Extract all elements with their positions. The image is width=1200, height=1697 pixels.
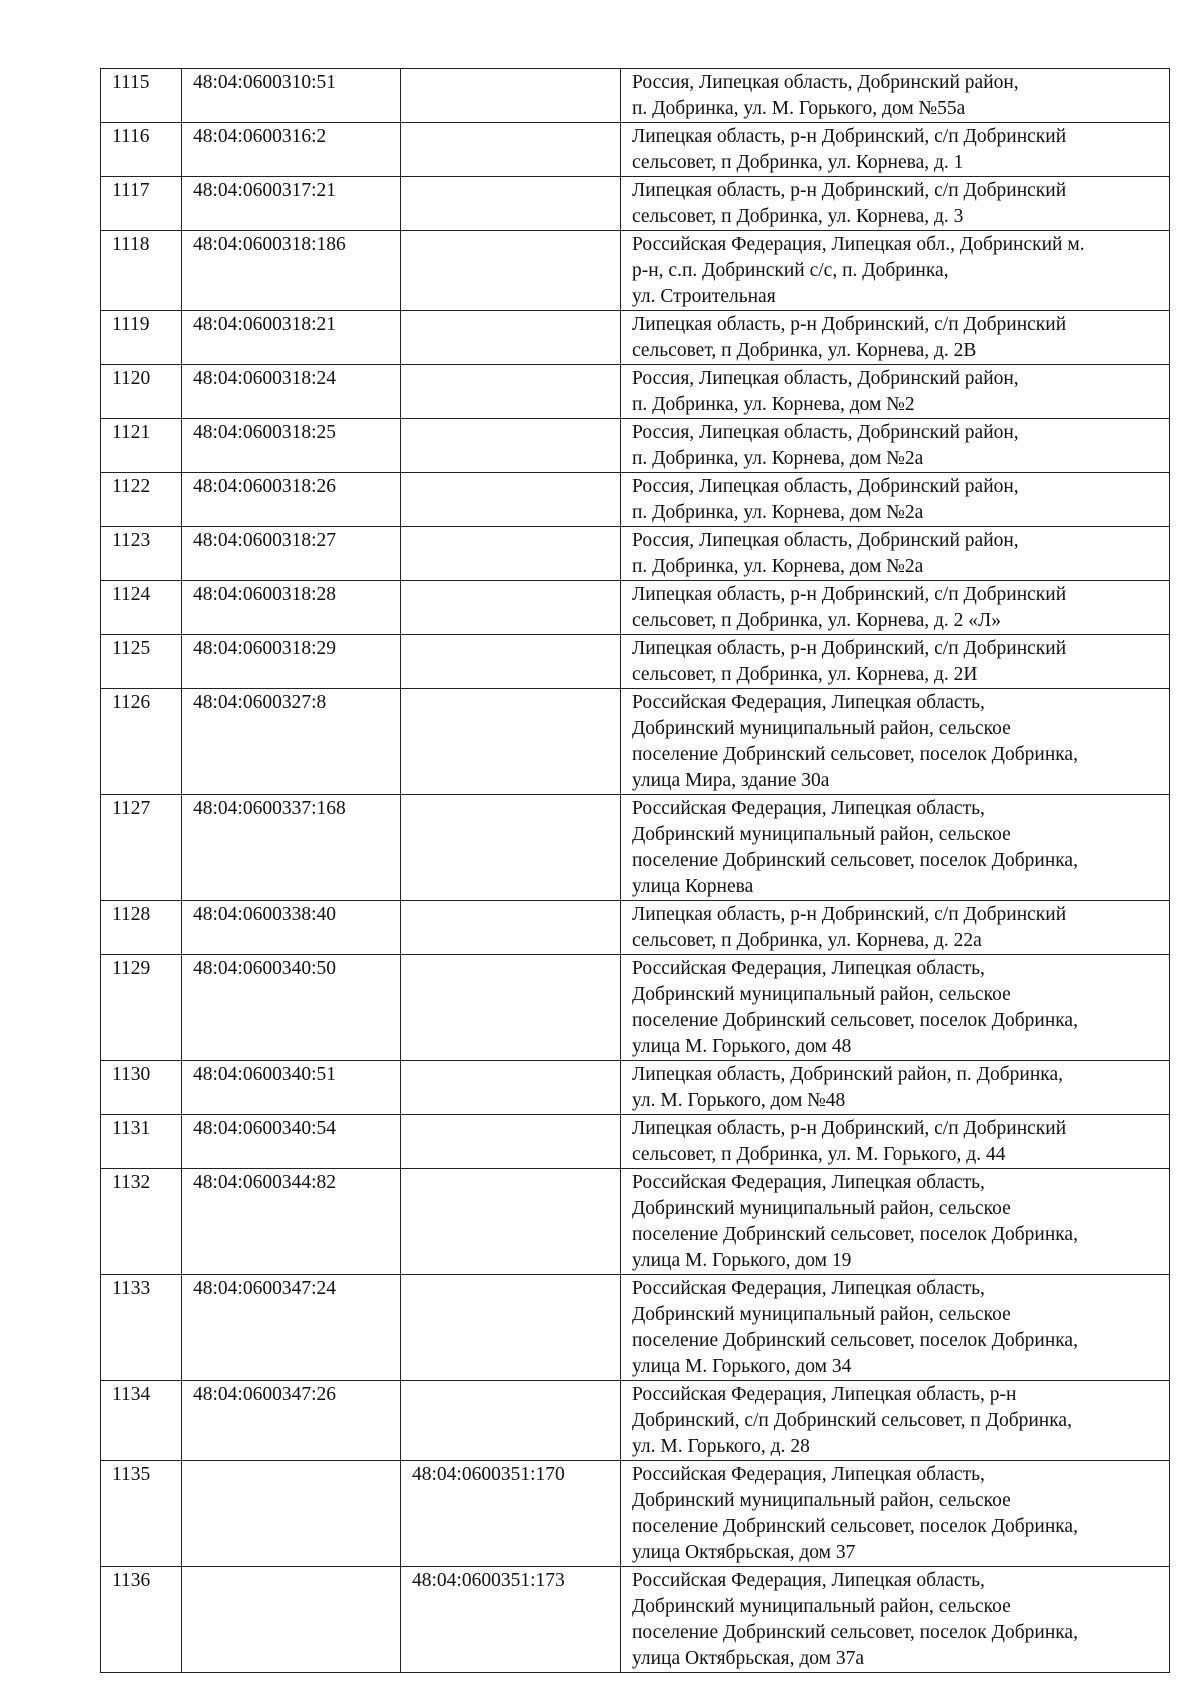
row-number-cell: 1117: [101, 177, 182, 231]
table-row: [101, 231, 1170, 311]
table-row: [101, 1461, 1170, 1567]
cadastral-number-cell: 48:04:0600340:51: [182, 1061, 401, 1115]
cadastral-number-secondary-cell: [401, 231, 621, 311]
row-number-cell: 1136: [101, 1567, 182, 1673]
cadastral-number-cell: 48:04:0600344:82: [182, 1169, 401, 1275]
table-row: [101, 123, 1170, 177]
address-cell: Российская Федерация, Липецкая область, Добринский муниципальный район, сельское поселение Добринский сельсовет, поселок Добринка, улица Октябрьская, дом 37: [621, 1461, 1170, 1567]
address-cell: Россия, Липецкая область, Добринский район, п. Добринка, ул. Корнева, дом №2а: [621, 473, 1170, 527]
table-row: [101, 1169, 1170, 1275]
table-row: [101, 69, 1170, 123]
cadastral-number-secondary-cell: [401, 581, 621, 635]
address-cell: Российская Федерация, Липецкая область, Добринский муниципальный район, сельское поселение Добринский сельсовет, поселок Добринка, улица М. Горького, дом 19: [621, 1169, 1170, 1275]
address-cell: Липецкая область, р-н Добринский, с/п Добринский сельсовет, п Добринка, ул. Корнева, д. 3: [621, 177, 1170, 231]
address-cell: Россия, Липецкая область, Добринский район, п. Добринка, ул. Корнева, дом №2а: [621, 419, 1170, 473]
cadastral-number-cell: [182, 1461, 401, 1567]
cadastral-number-secondary-cell: [401, 1061, 621, 1115]
row-number-cell: 1131: [101, 1115, 182, 1169]
cadastral-number-cell: 48:04:0600318:27: [182, 527, 401, 581]
row-number-cell: 1124: [101, 581, 182, 635]
address-cell: Россия, Липецкая область, Добринский район, п. Добринка, ул. Корнева, дом №2а: [621, 527, 1170, 581]
row-number-cell: 1115: [101, 69, 182, 123]
table-row: [101, 419, 1170, 473]
cadastral-number-cell: 48:04:0600318:24: [182, 365, 401, 419]
cadastral-number-cell: 48:04:0600340:50: [182, 955, 401, 1061]
address-cell: Липецкая область, р-н Добринский, с/п Добринский сельсовет, п Добринка, ул. Корнева, д. 1: [621, 123, 1170, 177]
row-number-cell: 1129: [101, 955, 182, 1061]
row-number-cell: 1118: [101, 231, 182, 311]
row-number-cell: 1135: [101, 1461, 182, 1567]
address-cell: Российская Федерация, Липецкая обл., Добринский м. р-н, с.п. Добринский с/с, п. Добринка, ул. Строительная: [621, 231, 1170, 311]
cadastral-number-secondary-cell: [401, 527, 621, 581]
row-number-cell: 1133: [101, 1275, 182, 1381]
cadastral-number-cell: 48:04:0600338:40: [182, 901, 401, 955]
address-cell: Россия, Липецкая область, Добринский район, п. Добринка, ул. Корнева, дом №2: [621, 365, 1170, 419]
table-row: [101, 581, 1170, 635]
table-row: [101, 473, 1170, 527]
cadastral-number-cell: [182, 1567, 401, 1673]
cadastral-number-cell: 48:04:0600310:51: [182, 69, 401, 123]
address-cell: Липецкая область, р-н Добринский, с/п Добринский сельсовет, п Добринка, ул. Корнева, д. 22а: [621, 901, 1170, 955]
address-cell: Российская Федерация, Липецкая область, р-н Добринский, с/п Добринский сельсовет, п Добринка, ул. М. Горького, д. 28: [621, 1381, 1170, 1461]
cadastral-number-cell: 48:04:0600318:186: [182, 231, 401, 311]
cadastral-number-cell: 48:04:0600347:24: [182, 1275, 401, 1381]
cadastral-number-secondary-cell: [401, 1169, 621, 1275]
cadastral-number-secondary-cell: 48:04:0600351:170: [401, 1461, 621, 1567]
row-number-cell: 1122: [101, 473, 182, 527]
row-number-cell: 1120: [101, 365, 182, 419]
cadastral-number-cell: 48:04:0600347:26: [182, 1381, 401, 1461]
row-number-cell: 1123: [101, 527, 182, 581]
cadastral-number-secondary-cell: 48:04:0600351:173: [401, 1567, 621, 1673]
table-row: [101, 901, 1170, 955]
cadastral-number-cell: 48:04:0600316:2: [182, 123, 401, 177]
row-number-cell: 1116: [101, 123, 182, 177]
table-body: [101, 69, 1170, 1673]
cadastral-number-secondary-cell: [401, 177, 621, 231]
cadastral-number-secondary-cell: [401, 69, 621, 123]
cadastral-number-secondary-cell: [401, 795, 621, 901]
table-row: [101, 635, 1170, 689]
table-row: [101, 311, 1170, 365]
cadastral-number-secondary-cell: [401, 635, 621, 689]
cadastral-number-cell: 48:04:0600318:28: [182, 581, 401, 635]
table-row: [101, 1381, 1170, 1461]
cadastral-number-cell: 48:04:0600327:8: [182, 689, 401, 795]
row-number-cell: 1125: [101, 635, 182, 689]
table-row: [101, 1061, 1170, 1115]
row-number-cell: 1132: [101, 1169, 182, 1275]
cadastral-number-secondary-cell: [401, 473, 621, 527]
cadastral-number-cell: 48:04:0600337:168: [182, 795, 401, 901]
cadastral-number-secondary-cell: [401, 311, 621, 365]
cadastral-number-secondary-cell: [401, 1115, 621, 1169]
table-row: [101, 527, 1170, 581]
cadastral-number-secondary-cell: [401, 365, 621, 419]
cadastral-number-cell: 48:04:0600317:21: [182, 177, 401, 231]
row-number-cell: 1121: [101, 419, 182, 473]
cadastral-number-secondary-cell: [401, 123, 621, 177]
address-cell: Липецкая область, р-н Добринский, с/п Добринский сельсовет, п Добринка, ул. Корнева, д. 2И: [621, 635, 1170, 689]
cadastral-number-secondary-cell: [401, 955, 621, 1061]
cadastral-registry-table: [100, 68, 1170, 1673]
row-number-cell: 1128: [101, 901, 182, 955]
address-cell: Липецкая область, р-н Добринский, с/п Добринский сельсовет, п Добринка, ул. Корнева, д. 2 «Л»: [621, 581, 1170, 635]
cadastral-number-cell: 48:04:0600340:54: [182, 1115, 401, 1169]
row-number-cell: 1127: [101, 795, 182, 901]
table-row: [101, 689, 1170, 795]
table-row: [101, 795, 1170, 901]
cadastral-number-secondary-cell: [401, 689, 621, 795]
table-row: [101, 1115, 1170, 1169]
address-cell: Россия, Липецкая область, Добринский район, п. Добринка, ул. М. Горького, дом №55а: [621, 69, 1170, 123]
table-row: [101, 1275, 1170, 1381]
row-number-cell: 1126: [101, 689, 182, 795]
address-cell: Российская Федерация, Липецкая область, Добринский муниципальный район, сельское поселение Добринский сельсовет, поселок Добринка, улица М. Горького, дом 48: [621, 955, 1170, 1061]
address-cell: Российская Федерация, Липецкая область, Добринский муниципальный район, сельское поселение Добринский сельсовет, поселок Добринка, улица Корнева: [621, 795, 1170, 901]
address-cell: Липецкая область, р-н Добринский, с/п Добринский сельсовет, п Добринка, ул. М. Горького, д. 44: [621, 1115, 1170, 1169]
cadastral-number-secondary-cell: [401, 419, 621, 473]
table-row: [101, 1567, 1170, 1673]
address-cell: Липецкая область, р-н Добринский, с/п Добринский сельсовет, п Добринка, ул. Корнева, д. 2В: [621, 311, 1170, 365]
row-number-cell: 1130: [101, 1061, 182, 1115]
cadastral-number-cell: 48:04:0600318:26: [182, 473, 401, 527]
cadastral-number-cell: 48:04:0600318:21: [182, 311, 401, 365]
table-row: [101, 177, 1170, 231]
cadastral-number-cell: 48:04:0600318:29: [182, 635, 401, 689]
table-row: [101, 365, 1170, 419]
address-cell: Липецкая область, Добринский район, п. Добринка, ул. М. Горького, дом №48: [621, 1061, 1170, 1115]
cadastral-number-secondary-cell: [401, 1381, 621, 1461]
cadastral-number-cell: 48:04:0600318:25: [182, 419, 401, 473]
row-number-cell: 1119: [101, 311, 182, 365]
address-cell: Российская Федерация, Липецкая область, Добринский муниципальный район, сельское поселение Добринский сельсовет, поселок Добринка, улица Мира, здание 30а: [621, 689, 1170, 795]
address-cell: Российская Федерация, Липецкая область, Добринский муниципальный район, сельское поселение Добринский сельсовет, поселок Добринка, улица Октябрьская, дом 37а: [621, 1567, 1170, 1673]
cadastral-number-secondary-cell: [401, 1275, 621, 1381]
row-number-cell: 1134: [101, 1381, 182, 1461]
document-page: [100, 68, 1169, 1673]
address-cell: Российская Федерация, Липецкая область, Добринский муниципальный район, сельское поселение Добринский сельсовет, поселок Добринка, улица М. Горького, дом 34: [621, 1275, 1170, 1381]
table-row: [101, 955, 1170, 1061]
cadastral-number-secondary-cell: [401, 901, 621, 955]
